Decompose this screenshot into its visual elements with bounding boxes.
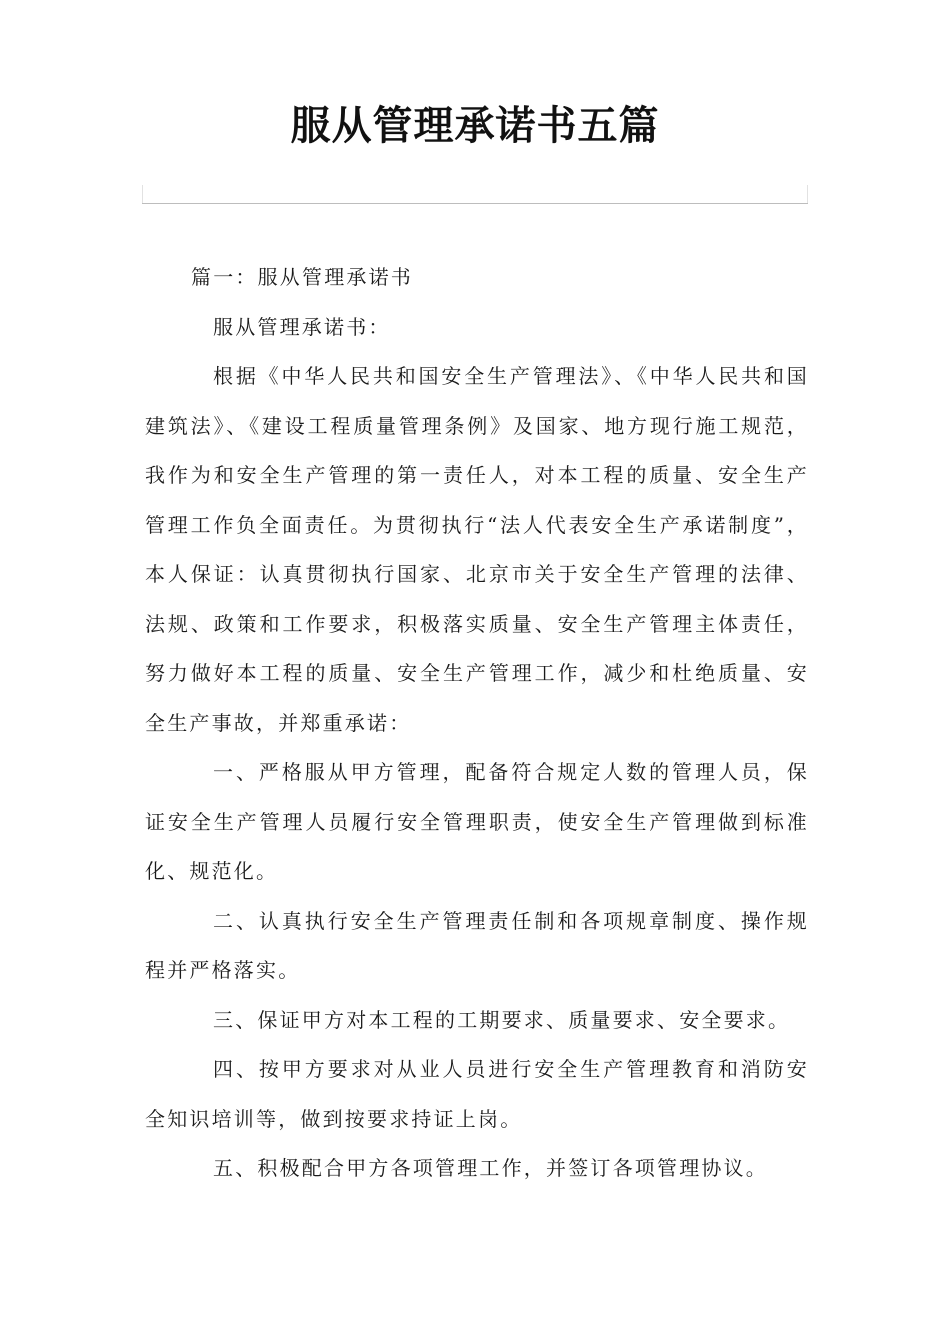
title-divider	[142, 185, 808, 204]
paragraph-item-4: 四、按甲方要求对从业人员进行安全生产管理教育和消防安全知识培训等，做到按要求持证上岗。	[145, 1057, 809, 1131]
paragraph-intro: 根据《中华人民共和国安全生产管理法》、《中华人民共和国建筑法》、《建设工程质量管理条例》及国家、地方现行施工规范，我作为和安全生产管理的第一责任人，对本工程的质量、安全生产管理工作负全面责任。为贯彻执行“法人代表安全生产承诺制度”，本人保证：认真贯彻执行国家、北京市关于安全生产管理的法律、法规、政策和工作要求，积极落实质量、安全生产管理主体责任，努力做好本工程的质量、安全生产管理工作，减少和杜绝质量、安全生产事故，并郑重承诺：	[145, 364, 809, 735]
paragraph-item-3: 三、保证甲方对本工程的工期要求、质量要求、安全要求。	[213, 1007, 791, 1032]
paragraph-item-1: 一、严格服从甲方管理，配备符合规定人数的管理人员，保证安全生产管理人员履行安全管理职责，使安全生产管理做到标准化、规范化。	[145, 760, 809, 883]
subheading: 服从管理承诺书：	[213, 314, 391, 339]
document-title: 服从管理承诺书五篇	[290, 103, 660, 149]
paragraph-item-5: 五、积极配合甲方各项管理工作，并签订各项管理协议。	[213, 1156, 768, 1180]
document-body	[145, 253, 809, 1194]
paragraph-item-2: 二、认真执行安全生产管理责任制和各项规章制度、操作规程并严格落实。	[145, 908, 809, 982]
section-heading: 篇一：服从管理承诺书	[191, 265, 413, 289]
